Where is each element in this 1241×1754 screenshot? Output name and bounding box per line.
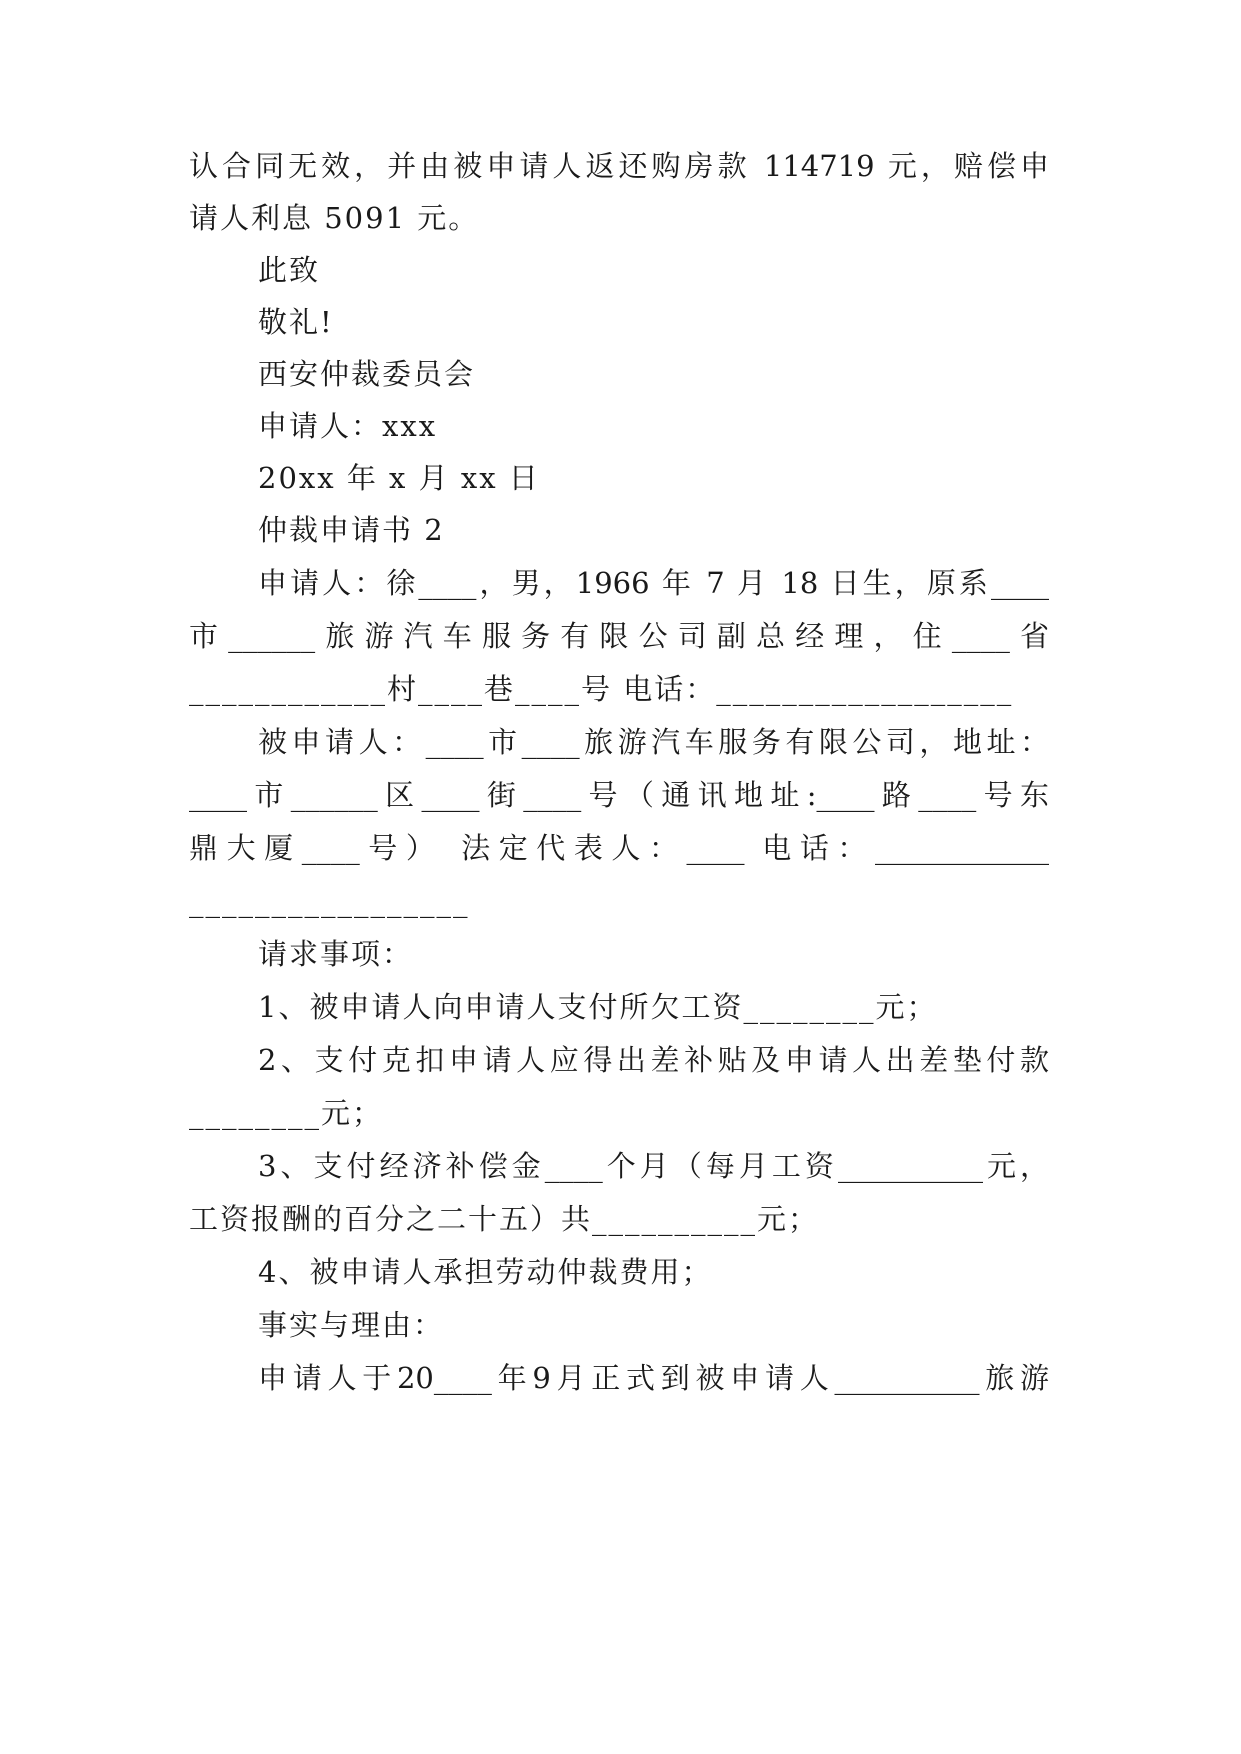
body-text-line: 被申请人：____市____旅游汽车服务有限公司，地址： [258,725,1049,759]
list-item: 3、支付经济补偿金____个月（每月工资__________元， [258,1149,1049,1183]
list-item-continued: ________元； [189,1096,384,1130]
section-title: 仲裁申请书 2 [258,513,445,547]
body-text-line: 申请人：徐____，男，1966 年 7 月 18 日生，原系____ [258,566,1049,600]
date-line: 20xx 年 x 月 xx 日 [258,461,540,495]
list-item: 4、被申请人承担劳动仲裁费用； [258,1255,713,1289]
body-text-line: 请人利息 5091 元。 [189,201,480,235]
list-item: 1、被申请人向申请人支付所欠工资________元； [258,990,938,1024]
applicant-signature: 申请人：xxx [258,409,438,443]
list-item: 2、支付克扣申请人应得出差补贴及申请人出差垫付款 [258,1043,1049,1077]
body-text-line: 认合同无效，并由被申请人返还购房款 114719 元，赔偿申 [189,149,1049,183]
closing-line: 此致 [258,253,321,287]
body-text-line: ____________村____巷____号 电话：__________________ [189,672,1014,706]
body-text-line: 市______旅游汽车服务有限公司副总经理，住____省 [189,619,1049,653]
body-text-line: _________________ [189,884,470,918]
body-text-line: 鼎大厦____号） 法定代表人：____ 电话：____________ [189,831,1049,865]
section-heading: 事实与理由： [258,1308,445,1342]
closing-line: 敬礼! [258,305,334,339]
section-heading: 请求事项： [258,937,414,971]
body-text-line: 申请人于20____年9月正式到被申请人__________旅游 [258,1361,1049,1395]
body-text-line: ____市______区____街____号（通讯地址:____路____号东 [189,778,1049,812]
list-item-continued: 工资报酬的百分之二十五）共__________元； [189,1202,820,1236]
recipient-line: 西安仲裁委员会 [258,357,476,391]
